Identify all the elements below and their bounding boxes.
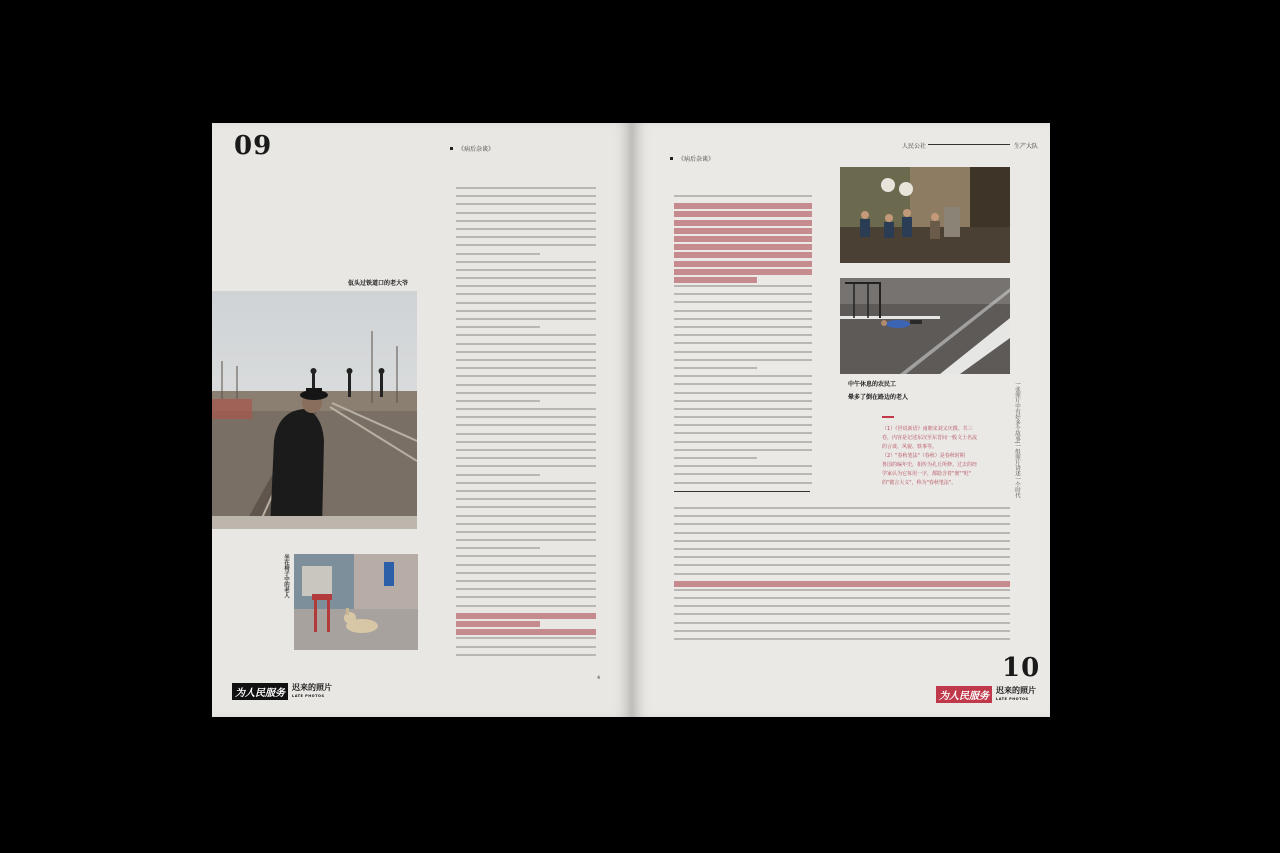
text-line [674,326,812,328]
text-line [456,474,540,476]
photo-caption: 佤头过铁道口的老大爷 [348,280,409,287]
text-line [456,367,596,369]
text-line [674,383,812,385]
text-line [674,310,812,312]
text-line [456,621,540,627]
left-page [212,123,632,717]
logo-mark: 为人民服务 [936,686,992,703]
text-line [674,482,812,484]
text-line [674,392,812,394]
brand-logo [936,686,1036,703]
text-line [674,605,1010,607]
vertical-tagline: 一张照片中有好多个故事|一组照片讲述一个时代 [1014,381,1020,499]
text-line [674,622,1010,624]
text-line [674,351,812,353]
text-line [456,310,596,312]
text-line [456,629,596,635]
page-number: 10 [1002,653,1041,683]
header-right: 生产大队 [1014,143,1039,150]
text-line [456,302,596,304]
note-rule [882,416,894,418]
side-note-line: （1）《世说新语》南朝宋刘义庆撰。共三 [882,426,973,432]
text-line [674,408,812,410]
text-line [674,556,1010,558]
page-number: 09 [234,131,273,161]
railway-photo [212,291,417,529]
text-line [456,343,596,345]
logo-subtitle: LATE PHOTOS [292,693,325,698]
text-line [456,195,596,197]
text-line [456,596,596,598]
text-line [674,515,1010,517]
bullet-icon [450,147,453,150]
side-note-line: （2）"春秋笔法"（春秋）是春秋时期 [882,453,965,459]
text-line [456,375,596,377]
text-line [456,244,596,246]
text-line [456,187,596,189]
text-line [674,334,812,336]
text-line [456,457,596,459]
text-line [456,580,596,582]
text-line [456,654,596,656]
section-label: 《病后杂谈》 [458,146,495,153]
text-line [674,449,812,451]
text-line [674,293,812,295]
text-line [674,277,757,283]
text-line [674,532,1010,534]
text-line [456,564,596,566]
text-line [674,342,812,344]
text-line [456,441,596,443]
brand-logo [232,683,332,700]
logo-title-text: 迟来的照片 [996,685,1036,695]
text-line [674,465,812,467]
text-line [456,392,596,394]
right-page [632,123,1050,717]
text-line [456,498,596,500]
text-line [456,269,596,271]
text-line [456,515,596,517]
section-divider [674,491,810,492]
header-rule [928,144,1010,145]
text-line [456,359,596,361]
text-line [456,228,596,230]
body-text-column [674,195,812,490]
logo-title-text: 迟来的照片 [292,682,332,692]
text-line [674,473,812,475]
text-line [674,261,812,267]
text-line [674,244,812,250]
text-line [674,220,812,226]
text-line [674,638,1010,640]
text-line [456,523,596,525]
photo-caption-2: 晕多了倒在路边的老人 [848,394,909,401]
text-line [674,252,812,258]
text-line [456,482,596,484]
text-line [674,318,812,320]
text-line [674,573,1010,575]
text-line [674,548,1010,550]
text-line [456,449,596,451]
logo-title [292,684,332,700]
text-line [674,195,812,197]
text-line [456,212,596,214]
text-line [456,539,596,541]
text-line [456,424,596,426]
text-line [674,416,812,418]
text-line [674,424,812,426]
text-line [674,228,812,234]
text-line [456,277,596,279]
text-line [674,597,1010,599]
side-note-line: 学家认为它每用一字，都隐含着"褒""贬" [882,471,972,477]
text-line [456,433,596,435]
side-note-line: 鲁国的编年史，相传为孔丘所修。过去的经 [882,462,978,468]
text-line [674,367,757,369]
logo-mark: 为人民服务 [232,683,288,700]
footnote-marker: 4 [597,675,601,681]
text-line [674,441,812,443]
text-line [456,547,540,549]
logo-subtitle: LATE PHOTOS [996,696,1029,701]
workers-photo [840,167,1010,263]
side-note-line: 卷，内容是记述东汉至东晋间一般文士名流 [882,435,978,441]
text-line [456,351,596,353]
text-line [674,457,757,459]
side-note-line: 的"微言大义"，称为"春秋笔法"。 [882,480,957,486]
body-text-column [456,187,596,662]
text-line [456,506,596,508]
side-notes [882,425,1002,488]
text-line [456,490,596,492]
header-left: 人民公社 [902,143,927,150]
text-line [674,630,1010,632]
side-caption: 坐在椅子中的老人 [283,554,289,598]
text-line [456,293,596,295]
lying-man-photo [840,278,1010,374]
text-line [674,375,812,377]
dog-photo [294,554,418,650]
text-line [674,613,1010,615]
text-line [456,203,596,205]
text-line [674,359,812,361]
text-line [674,400,812,402]
text-line [456,613,596,619]
bullet-icon [670,157,673,160]
text-line [456,326,540,328]
text-line [674,564,1010,566]
text-line [456,605,596,607]
text-line [456,555,596,557]
text-line [456,285,596,287]
text-line [674,589,1010,591]
text-line [674,523,1010,525]
text-line [456,465,596,467]
text-line [674,301,812,303]
text-line [674,236,812,242]
text-line [456,220,596,222]
text-line [456,572,596,574]
text-line [456,416,596,418]
photo-caption-1: 中午休息的农民工 [848,381,897,388]
text-line [456,384,596,386]
text-line [456,588,596,590]
text-line [456,408,596,410]
text-line [456,253,540,255]
text-line [456,236,596,238]
text-line [456,646,596,648]
side-note-line: 的言谈、风貌、轶事等。 [882,444,938,450]
text-line [456,334,596,336]
text-line [674,581,1010,587]
logo-title [996,687,1036,703]
text-line [674,211,812,217]
text-line [674,203,812,209]
text-line [456,531,596,533]
body-text-wide [674,507,1010,646]
text-line [456,637,596,639]
text-line [456,261,596,263]
text-line [456,400,540,402]
text-line [674,540,1010,542]
text-line [674,269,812,275]
text-line [674,285,812,287]
section-label: 《病后杂谈》 [678,156,715,163]
text-line [674,432,812,434]
text-line [456,318,596,320]
text-line [674,507,1010,509]
